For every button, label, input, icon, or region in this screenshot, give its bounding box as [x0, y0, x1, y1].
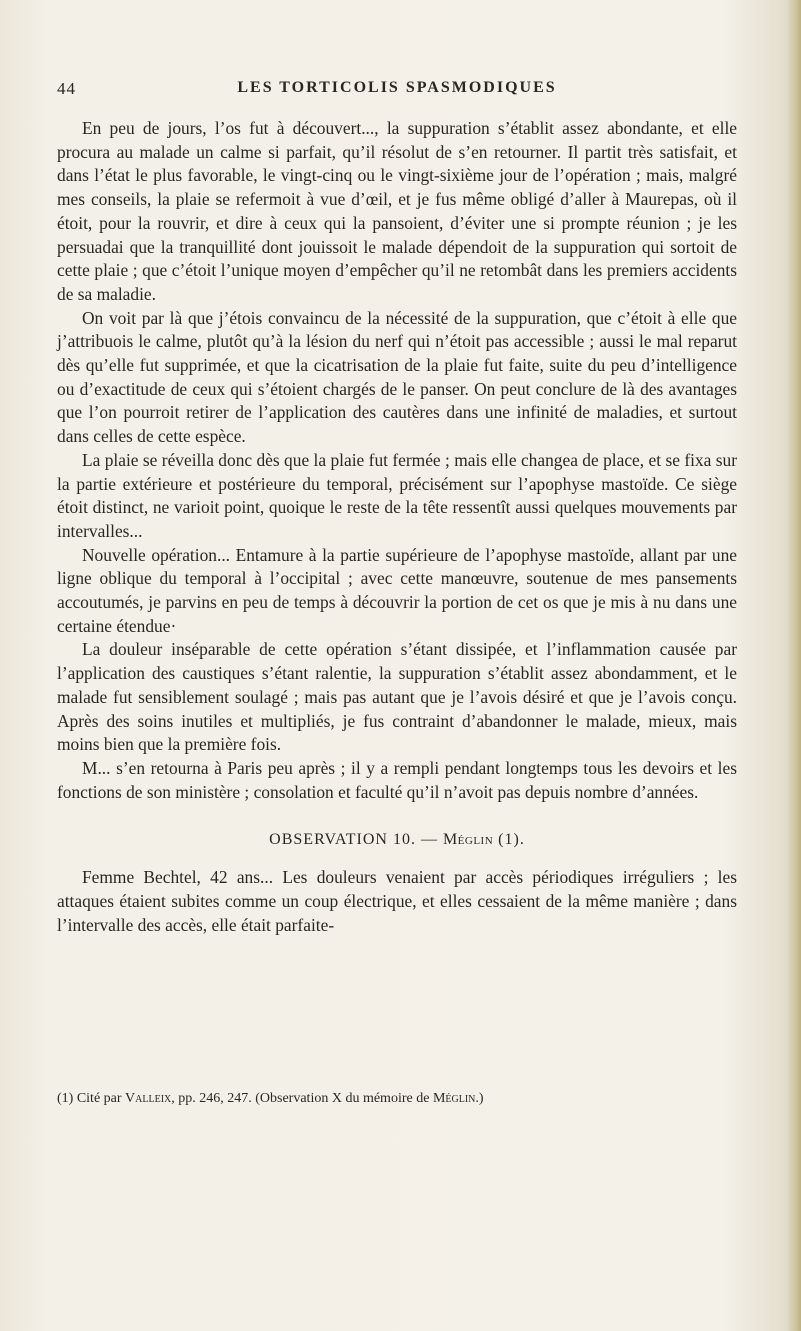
- observation-heading: [57, 828, 737, 852]
- paragraph: Nouvelle opération... Entamure à la partie supérieure de l’apophyse mastoïde, allant par une ligne oblique du temporal à l’occipital ; avec cette manœuvre, soutenue de mes pansements accoutumés, je parvins en peu de temps à découvrir la portion de cet os que je mis à nu dans une certaine étendue·: [57, 544, 737, 636]
- footnote-author-2: Méglin: [432, 1091, 476, 1106]
- footnote-prefix: (1) Cité par: [57, 1091, 126, 1106]
- body-text: [57, 117, 737, 937]
- footnote-author: Valleix: [125, 1091, 172, 1106]
- observation-note-ref: (1).: [493, 831, 525, 849]
- footnote: [57, 1090, 737, 1108]
- page-edge-shading: [787, 0, 801, 1331]
- observation-label: OBSERVATION 10. —: [269, 831, 443, 849]
- paragraph: En peu de jours, l’os fut à découvert..., la suppuration s’établit assez abondante, et elle procura au malade un calme si parfait, qu’il résolut de s’en retourner. Il partit très satisfait, et dans l’état le plus favorable, le vingt-cinq ou le vingt-sixième jour de l’opération ; mais, malgré mes conseils, la plaie se refermoit à vue d’œil, et je fus même obligé d’aller à Maurepas, où il étoit, pour la rouvrir, et dire à ceux qui la pansoient, d’éviter une si prompte réunion ; je les persuadai que la tranquillité dont jouissoit le malade dépendoit de la suppuration qui sortoit de cette plaie ; que c’étoit l’unique moyen d’empêcher qu’il ne retombât dans les premiers accidents de sa maladie.: [57, 118, 737, 304]
- observation-author: Méglin: [442, 831, 494, 849]
- page-number: 44: [57, 79, 76, 98]
- paragraph: La plaie se réveilla donc dès que la plaie fut fermée ; mais elle changea de place, et se fixa sur la partie extérieure et postérieure du temporal, précisément sur l’apophyse mastoïde. Ce siège étoit distinct, ne varioit point, quoique le reste de la tête ressentît aussi quelques mouvements par intervalles...: [57, 449, 737, 541]
- footnote-suffix: .): [475, 1091, 484, 1106]
- paragraph: On voit par là que j’étois convaincu de la nécessité de la suppuration, que c’étoit à elle que j’attribuois le calme, plutôt qu’à la lésion du nerf qui n’étoit pas accessible ; aussi le mal reparut dès qu’elle fut supprimée, et que la cicatrisation de la plaie fut faite, suite du peu d’intelligence ou d’exactitude de ceux qui s’étoient chargés de le panser. On peut conclure de là des avantages que l’on pourroit retirer de l’application des cautères dans une infinité de maladies, et surtout dans celles de cette espèce.: [57, 307, 737, 447]
- running-title: LES TORTICOLIS SPASMODIQUES: [237, 79, 557, 96]
- footnote-middle: , pp. 246, 247. (Observation X du mémoire de: [171, 1091, 433, 1106]
- page-header: [57, 79, 737, 103]
- paragraph: La douleur inséparable de cette opération s’étant dissipée, et l’inflammation causée par l’application des caustiques s’étant ralentie, la suppuration s’établit assez abondamment, et le malade fut sensiblement soulagé ; mais pas autant que je l’avois désiré et que je l’avois conçu. Après des soins inutiles et multipliés, je fus contraint d’abandonner le malade, mieux, mais moins bien que la première fois.: [57, 639, 737, 755]
- paragraph: M... s’en retourna à Paris peu après ; il y a rempli pendant longtemps tous les devoirs et les fonctions de son ministère ; consolation et faculté qu’il n’avoit pas depuis nombre d’années.: [57, 757, 737, 802]
- observation-paragraph: Femme Bechtel, 42 ans... Les douleurs venaient par accès périodiques irréguliers ; les attaques étaient subites comme un coup électrique, et elles cessaient de la même manière ; dans l’intervalle des accès, elle était parfaite-: [57, 867, 737, 935]
